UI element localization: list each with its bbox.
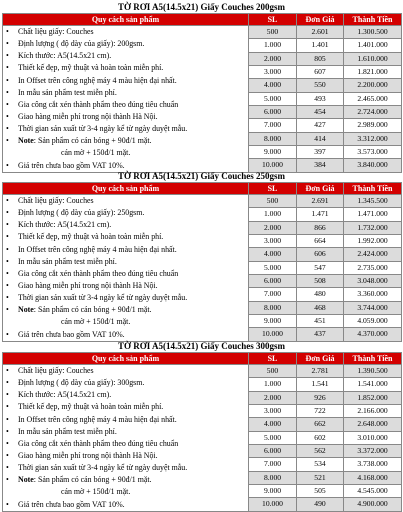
quantity-cell: 2.000: [249, 52, 297, 65]
unit-price-cell: 602: [297, 431, 344, 444]
note-text: : Sản phẩm có cán bóng + 90đ/1 mặt.: [33, 136, 152, 146]
price-table: [2, 13, 402, 173]
total-cell: 2.166.000: [344, 404, 402, 417]
spec-item: • Định lượng ( độ dày của giấy): 250gsm.: [3, 207, 248, 219]
unit-price-cell: 1.471: [297, 208, 344, 221]
vat-note: • Giá trên chưa bao gồm VAT 10%.: [3, 160, 248, 172]
total-cell: 4.168.000: [344, 471, 402, 484]
spec-item: • Thiết kế đẹp, mỹ thuật và hoàn toàn miễn phí.: [3, 401, 248, 413]
note-continuation: cán mờ + 150đ/1 mặt.: [61, 148, 131, 158]
spec-item: • Thời gian sản xuất từ 3-4 ngày kể từ ngày duyệt mẫu.: [3, 462, 248, 474]
quantity-cell: 8.000: [249, 301, 297, 314]
spec-item: • In mẫu sản phẩm test miễn phí.: [3, 256, 248, 268]
spec-item: • Giao hàng miễn phí trong nội thành Hà Nội.: [3, 280, 248, 292]
spec-cell: [3, 26, 249, 173]
total-cell: 3.048.000: [344, 274, 402, 287]
unit-price-cell: 562: [297, 444, 344, 457]
quantity-cell: 8.000: [249, 132, 297, 145]
note-text: : Sản phẩm có cán bóng + 90đ/1 mặt.: [33, 305, 152, 315]
unit-price-cell: 926: [297, 391, 344, 404]
spec-item: • Thiết kế đẹp, mỹ thuật và hoàn toàn miễn phí.: [3, 231, 248, 243]
note-label: Note: [18, 475, 34, 485]
unit-price-cell: 1.401: [297, 39, 344, 52]
table-row: [3, 195, 402, 208]
quantity-cell: 500: [249, 365, 297, 378]
total-cell: 1.992.000: [344, 234, 402, 247]
total-cell: 1.345.500: [344, 195, 402, 208]
total-cell: 2.989.000: [344, 119, 402, 132]
spec-item: • In mẫu sản phẩm test miễn phí.: [3, 426, 248, 438]
spec-item: • Gia công cắt xén thành phẩm theo đúng tiêu chuẩn: [3, 268, 248, 280]
quantity-cell: 9.000: [249, 145, 297, 158]
note-continuation: cán mờ + 150đ/1 mặt.: [61, 487, 131, 497]
unit-price-cell: 490: [297, 498, 344, 511]
header-quantity: SL: [249, 353, 297, 365]
unit-price-cell: 414: [297, 132, 344, 145]
quantity-cell: 2.000: [249, 391, 297, 404]
unit-price-cell: 2.781: [297, 365, 344, 378]
spec-cell: [3, 195, 249, 342]
total-cell: 3.312.000: [344, 132, 402, 145]
spec-item: • Thời gian sản xuất từ 3-4 ngày kể từ ngày duyệt mẫu.: [3, 123, 248, 135]
spec-list: [3, 365, 248, 511]
note-item: [3, 304, 248, 316]
total-cell: 1.471.000: [344, 208, 402, 221]
header-quantity: SL: [249, 183, 297, 195]
quantity-cell: 7.000: [249, 458, 297, 471]
quantity-cell: 10.000: [249, 159, 297, 172]
total-cell: 3.738.000: [344, 458, 402, 471]
header-spec: Quy cách sản phẩm: [3, 14, 249, 26]
total-cell: 3.744.000: [344, 301, 402, 314]
unit-price-cell: 534: [297, 458, 344, 471]
spec-item: • In mẫu sản phẩm test miễn phí.: [3, 87, 248, 99]
spec-item: • Gia công cắt xén thành phẩm theo đúng tiêu chuẩn: [3, 99, 248, 111]
note-label: Note: [18, 305, 34, 315]
unit-price-cell: 454: [297, 105, 344, 118]
quantity-cell: 1.000: [249, 208, 297, 221]
quantity-cell: 10.000: [249, 498, 297, 511]
total-cell: 3.840.000: [344, 159, 402, 172]
total-cell: 2.465.000: [344, 92, 402, 105]
quantity-cell: 7.000: [249, 288, 297, 301]
quantity-cell: 1.000: [249, 378, 297, 391]
total-cell: 2.735.000: [344, 261, 402, 274]
quantity-cell: 9.000: [249, 314, 297, 327]
spec-item: • Kích thước: A5(14.5x21 cm).: [3, 389, 248, 401]
price-block: [2, 2, 401, 173]
header-total: Thành Tiền: [344, 14, 402, 26]
total-cell: 3.360.000: [344, 288, 402, 301]
price-table: [2, 182, 402, 342]
quantity-cell: 500: [249, 26, 297, 39]
unit-price-cell: 480: [297, 288, 344, 301]
header-quantity: SL: [249, 14, 297, 26]
total-cell: 1.541.000: [344, 378, 402, 391]
total-cell: 2.200.000: [344, 79, 402, 92]
unit-price-cell: 866: [297, 221, 344, 234]
spec-cell: [3, 365, 249, 512]
vat-note: • Giá trên chưa bao gồm VAT 10%.: [3, 329, 248, 341]
spec-item: • Kích thước: A5(14.5x21 cm).: [3, 50, 248, 62]
total-cell: 1.610.000: [344, 52, 402, 65]
quantity-cell: 2.000: [249, 221, 297, 234]
spec-item: • Giao hàng miễn phí trong nội thành Hà Nội.: [3, 450, 248, 462]
unit-price-cell: 550: [297, 79, 344, 92]
total-cell: 4.059.000: [344, 314, 402, 327]
header-unit-price: Đơn Giá: [297, 353, 344, 365]
price-table: [2, 352, 402, 512]
header-unit-price: Đơn Giá: [297, 14, 344, 26]
unit-price-cell: 427: [297, 119, 344, 132]
unit-price-cell: 521: [297, 471, 344, 484]
unit-price-cell: 468: [297, 301, 344, 314]
unit-price-cell: 2.601: [297, 26, 344, 39]
total-cell: 1.401.000: [344, 39, 402, 52]
total-cell: 1.852.000: [344, 391, 402, 404]
spec-item: • In Offset trên công nghệ máy 4 màu hiện đại nhất.: [3, 75, 248, 87]
quantity-cell: 9.000: [249, 484, 297, 497]
spec-list: [3, 195, 248, 341]
price-block: [2, 171, 401, 342]
quantity-cell: 10.000: [249, 328, 297, 341]
header-spec: Quy cách sản phẩm: [3, 183, 249, 195]
spec-item: • Định lượng ( độ dày của giấy): 300gsm.: [3, 377, 248, 389]
price-block: [2, 341, 401, 512]
unit-price-cell: 662: [297, 418, 344, 431]
quantity-cell: 8.000: [249, 471, 297, 484]
quantity-cell: 4.000: [249, 79, 297, 92]
total-cell: 3.010.000: [344, 431, 402, 444]
spec-item: • Kích thước: A5(14.5x21 cm).: [3, 219, 248, 231]
total-cell: 4.545.000: [344, 484, 402, 497]
total-cell: 4.370.000: [344, 328, 402, 341]
spec-item: • Định lượng ( độ dày của giấy): 200gsm.: [3, 38, 248, 50]
unit-price-cell: 607: [297, 65, 344, 78]
unit-price-cell: 384: [297, 159, 344, 172]
total-cell: 3.573.000: [344, 145, 402, 158]
header-spec: Quy cách sản phẩm: [3, 353, 249, 365]
note-label: Note: [18, 136, 34, 146]
total-cell: 2.648.000: [344, 418, 402, 431]
unit-price-cell: 2.691: [297, 195, 344, 208]
unit-price-cell: 493: [297, 92, 344, 105]
total-cell: 1.390.500: [344, 365, 402, 378]
quantity-cell: 3.000: [249, 404, 297, 417]
unit-price-cell: 505: [297, 484, 344, 497]
table-row: [3, 26, 402, 39]
header-total: Thành Tiền: [344, 353, 402, 365]
block-title: TỜ RƠI A5(14.5x21) Giấy Couches 300gsm: [117, 341, 285, 351]
unit-price-cell: 805: [297, 52, 344, 65]
quantity-cell: 1.000: [249, 39, 297, 52]
quantity-cell: 6.000: [249, 274, 297, 287]
unit-price-cell: 1.541: [297, 378, 344, 391]
note-continuation: cán mờ + 150đ/1 mặt.: [61, 317, 131, 327]
quantity-cell: 6.000: [249, 444, 297, 457]
spec-item: • Chất liệu giấy: Couches: [3, 195, 248, 207]
quantity-cell: 500: [249, 195, 297, 208]
unit-price-cell: 722: [297, 404, 344, 417]
quantity-cell: 4.000: [249, 248, 297, 261]
total-cell: 3.372.000: [344, 444, 402, 457]
quantity-cell: 5.000: [249, 92, 297, 105]
spec-item: • Chất liệu giấy: Couches: [3, 365, 248, 377]
total-cell: 4.900.000: [344, 498, 402, 511]
quantity-cell: 3.000: [249, 234, 297, 247]
table-row: [3, 365, 402, 378]
unit-price-cell: 547: [297, 261, 344, 274]
unit-price-cell: 508: [297, 274, 344, 287]
header-unit-price: Đơn Giá: [297, 183, 344, 195]
note-item: [3, 135, 248, 147]
quantity-cell: 4.000: [249, 418, 297, 431]
spec-list: [3, 26, 248, 172]
spec-item: • Gia công cắt xén thành phẩm theo đúng tiêu chuẩn: [3, 438, 248, 450]
spec-item: • In Offset trên công nghệ máy 4 màu hiện đại nhất.: [3, 244, 248, 256]
unit-price-cell: 437: [297, 328, 344, 341]
spec-item: • In Offset trên công nghệ máy 4 màu hiện đại nhất.: [3, 414, 248, 426]
spec-item: • Chất liệu giấy: Couches: [3, 26, 248, 38]
quantity-cell: 3.000: [249, 65, 297, 78]
total-cell: 2.724.000: [344, 105, 402, 118]
note-text: : Sản phẩm có cán bóng + 90đ/1 mặt.: [33, 475, 152, 485]
spec-item: • Giao hàng miễn phí trong nội thành Hà Nội.: [3, 111, 248, 123]
vat-note: • Giá trên chưa bao gồm VAT 10%.: [3, 499, 248, 511]
total-cell: 1.732.000: [344, 221, 402, 234]
spec-item: • Thời gian sản xuất từ 3-4 ngày kể từ ngày duyệt mẫu.: [3, 292, 248, 304]
header-total: Thành Tiền: [344, 183, 402, 195]
quantity-cell: 7.000: [249, 119, 297, 132]
block-title: TỜ RƠI A5(14.5x21) Giấy Couches 250gsm: [117, 171, 285, 181]
spec-item: • Thiết kế đẹp, mỹ thuật và hoàn toàn miễn phí.: [3, 62, 248, 74]
total-cell: 2.424.000: [344, 248, 402, 261]
total-cell: 1.300.500: [344, 26, 402, 39]
total-cell: 1.821.000: [344, 65, 402, 78]
quantity-cell: 5.000: [249, 261, 297, 274]
quantity-cell: 5.000: [249, 431, 297, 444]
note-item: [3, 474, 248, 486]
unit-price-cell: 664: [297, 234, 344, 247]
unit-price-cell: 397: [297, 145, 344, 158]
block-title: TỜ RƠI A5(14.5x21) Giấy Couches 200gsm: [117, 2, 285, 12]
quantity-cell: 6.000: [249, 105, 297, 118]
unit-price-cell: 606: [297, 248, 344, 261]
unit-price-cell: 451: [297, 314, 344, 327]
